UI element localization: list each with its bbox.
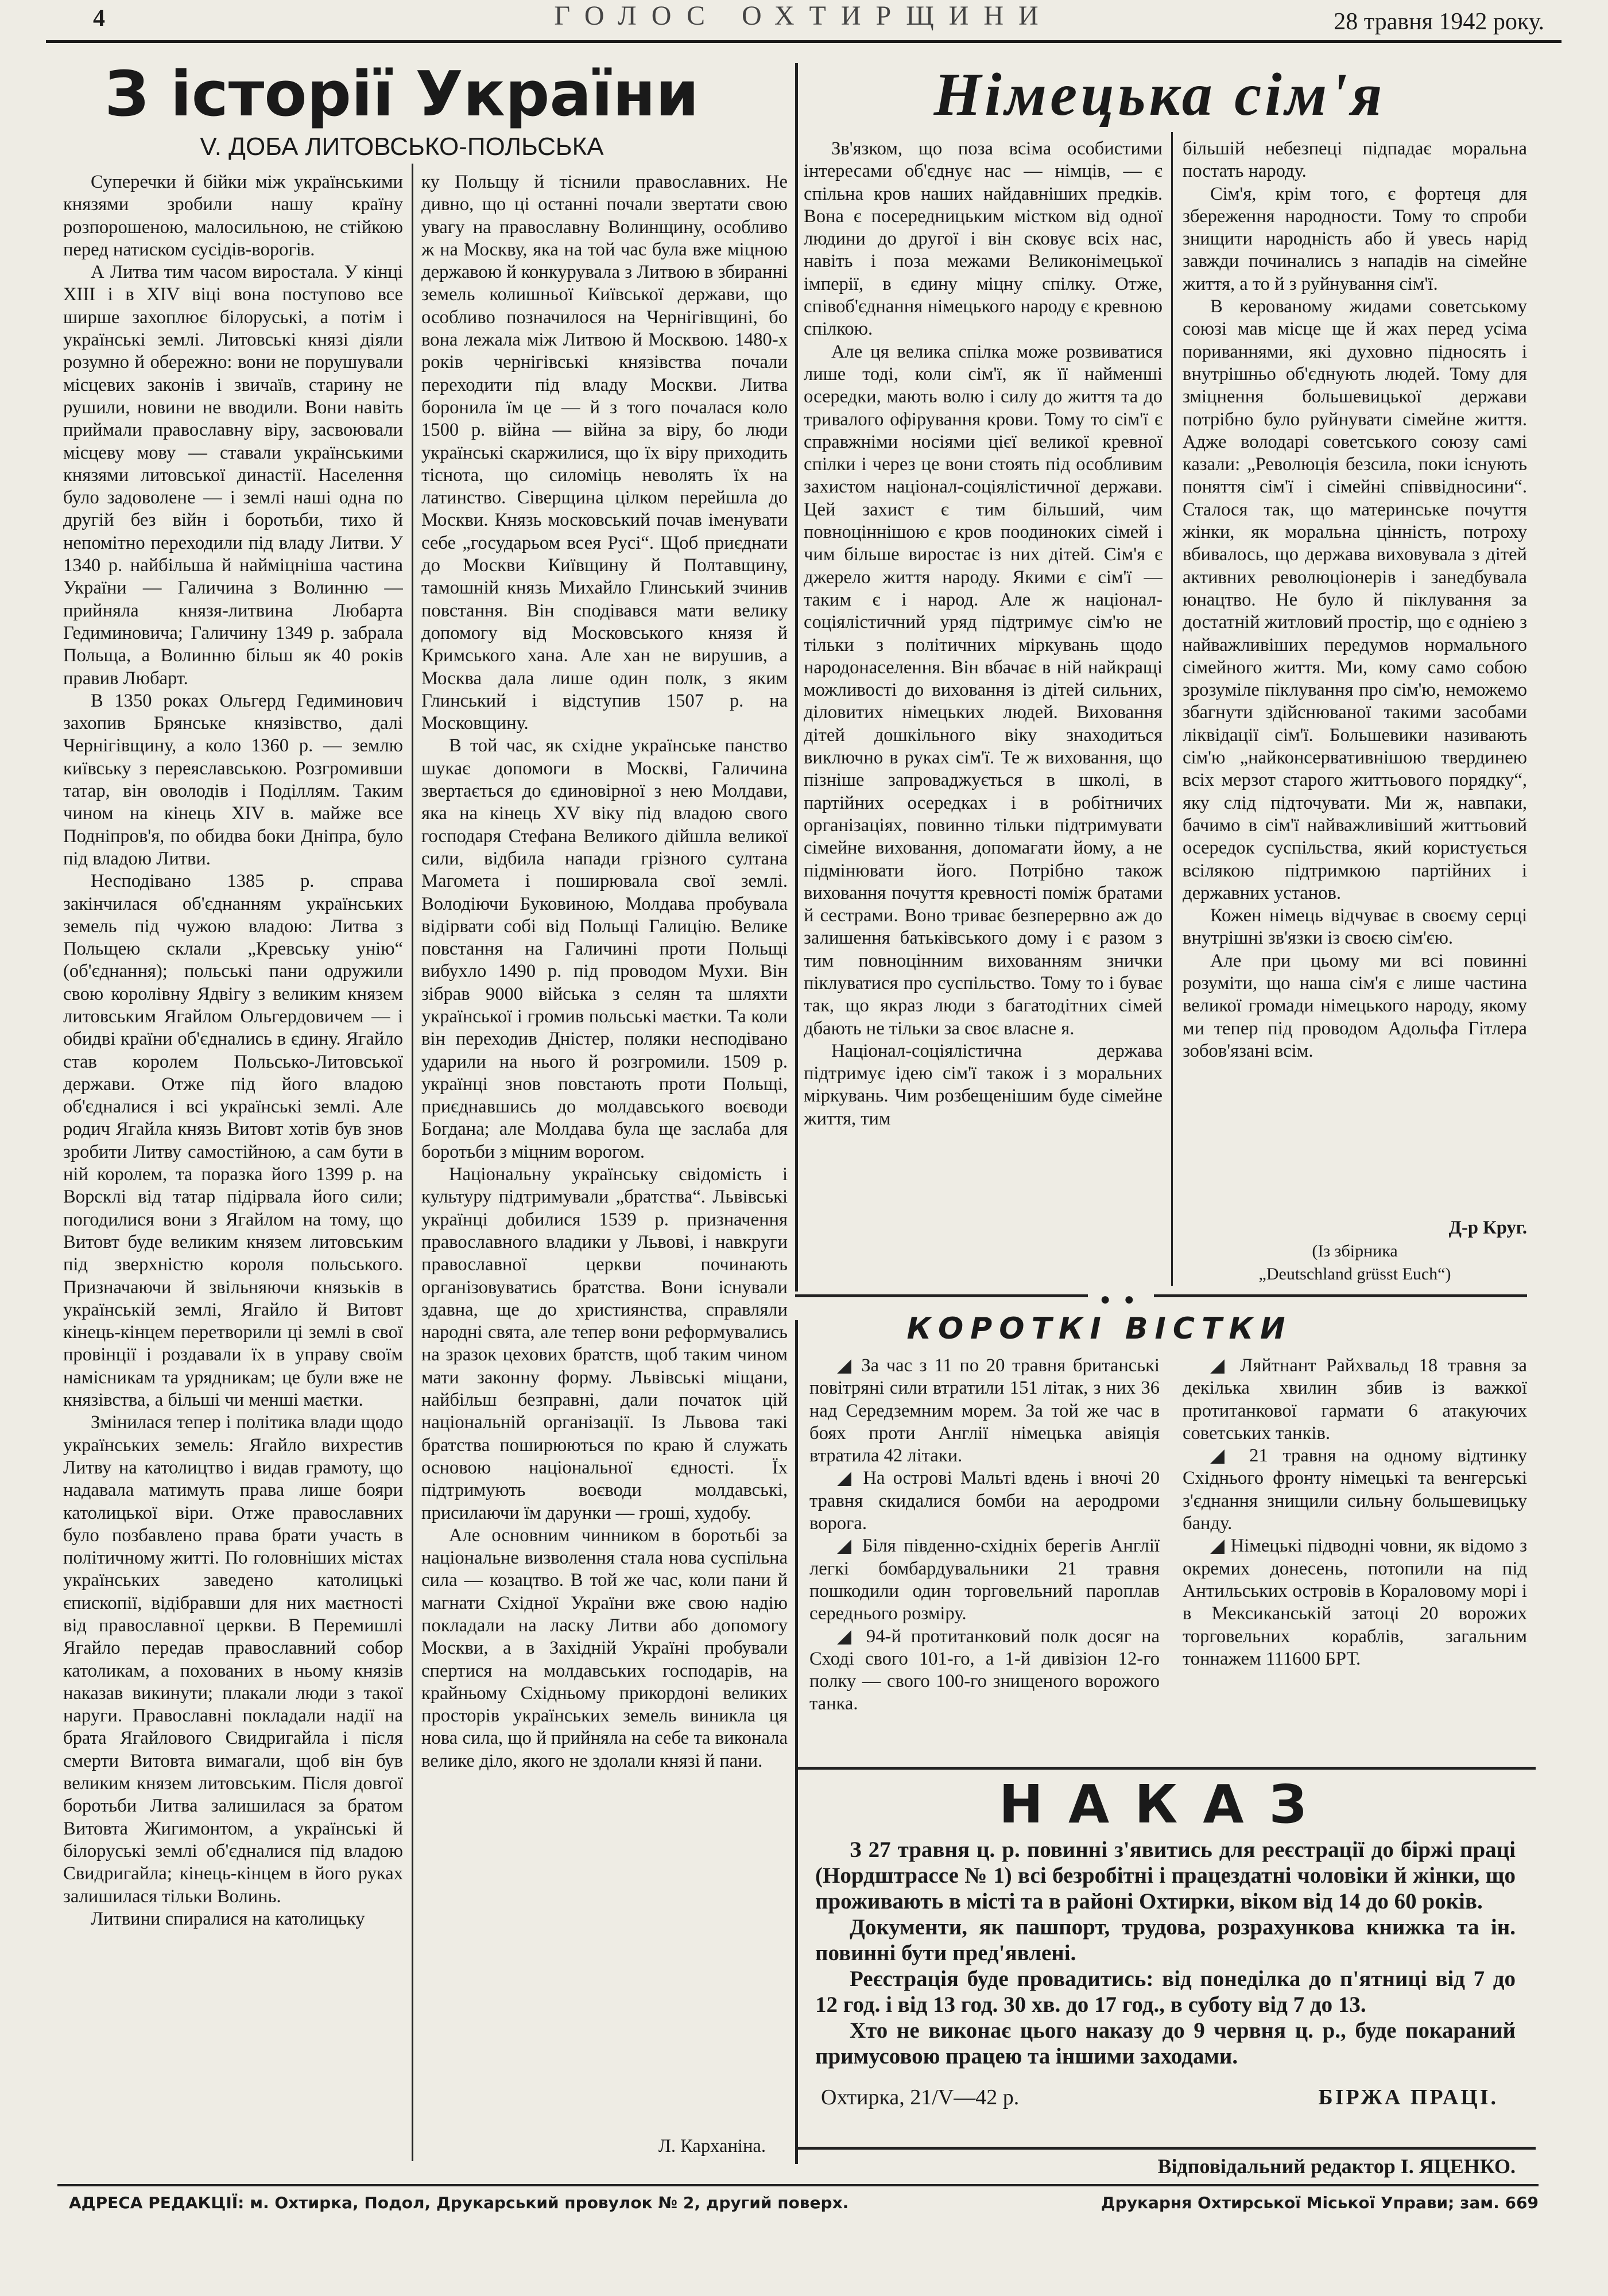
bullet-icon: ◢	[837, 1355, 862, 1376]
family-paragraph: В керованому жидами советському союзі мав місце ще й жах перед усіма пориваннями, які духовно підносять і внутрішньо об'єднують людей. Тому для змiцнення большевицької держави потрібно було руйнувати сімейне життя. Адже володарі советського союзу самі казали: „Революція безсила, поки існують поняття сім'ї і сімейні співвідносини“. Сталося так, що материнське почуття жінки, як моральна цінність, потроху вбивалось, що держава виховувала з дітей активних революціонерів і занедбувала юнацтво. Не було й піклування за достатній житловий простір, що є одніею з найважливіших передумов нормального сімейного життя. Ми, кому само собою зрозуміле піклування про сім'ю, неможемо збагнути здійснюваної такими засобами ліквідації сім'ї. Большевики називають сім'ю „найконсервативнішою твердинею всіх мерзот старого життьового порядку“, яку слід підточувати. Ми ж, навпаки, бачимо в сім'ї найважливіший життьовий осередок суспільства, який користується всілякою підтримкою партійних і державних установ.	[1183, 296, 1527, 903]
family-column-2	[1183, 138, 1527, 1217]
news-divider-dots: ● ●	[1100, 1290, 1139, 1309]
rule-footer	[57, 2184, 1539, 2186]
news-item: ◢ Ляйтнант Райхвальд 18 травня за декілька хвилин збив із важкої протитанкової гармати 6 атакуючих советських танків.	[1183, 1355, 1527, 1444]
history-paragraph: Національну українську свідомість і культуру підтримували „братства“. Львівські українці добилися 1539 р. призначення православного владики у Львові, і навкруги православної церкви починають організовуватись братства. Вони існували здавна, ще до християнства, справляли народні свята, але тепер вони реформувались на зразок цехових братств, щоб таким чином мати законну форму. Львівські міщани, найбільш безправні, дали початок цій національній організації. Із Львова такі братства поширюються по краю й служать основою національної єдності. Їх підтримують воєводи молдавські, присилаючи їм дарунки — гроші, худобу.	[421, 1164, 788, 1523]
column-divider-history	[412, 164, 413, 2161]
history-paragraph: ку Польщу й тіснили православних. Не дивно, що ці останні почали звертати свою увагу на православну Волинщину, особливо ж на Москву, яка на той час була вже міцною державою й конкурувала з Литвою в збиранні земель колишньої Київської держави, що особливо позначилося на Чернігівщині, бо вона лежала між Литвою й Москвою. 1480-х років чернігівські князівства почали переходити під владу Москви. Литва боронила їм це — й з того почалася коло 1500 р. війна — війна за віру, бо люди українські скаржилися, що їх віру приходить тіснота, що силоміць неволять їх на латинство. Сіверщина цілком перейшла до Москви. Князь московський почав іменувати себе „государьом всея Русі“. Щоб приєднати до Москви Київщину й Полтавщину, тамошній князь Михайло Глинський зчинив повстання. Він сподівався мати велику допомогу від Московського князя й Кримського хана. Але хан не вирушив, а Москва дала лише один полк, з яким Глинський і відступив 1507 р. на Московщину.	[421, 172, 788, 734]
bullet-icon: ◢	[1210, 1355, 1241, 1376]
history-paragraph: Але основним чинником в боротьбі за національне визволення стала нова суспільна сила — козацтво. В той же час, коли пани й магнати Східної України вже свою надію покладали на ласку Литви або допомогу Москви, а в Західній Україні пробували спертися на молдавських господарів, на крайньому Східньому прикордоні великих просторів українських земель виникла ця нова сила, що й прийняла на себе та виконала велике діло, якого не здолали князі й пани.	[421, 1525, 788, 1771]
responsible-editor: Відповідальний редактор І. ЯЦЕНКО.	[1157, 2155, 1516, 2178]
page-number: 4	[93, 5, 105, 32]
order-paragraph: Реєстрація буде провадитись: від понеділка до п'ятниці від 7 до 12 год. і від 13 год. 30 хв. до 17 год., в суботу від 7 до 13.	[815, 1967, 1516, 2017]
rule-order	[795, 1767, 1536, 1770]
history-signature: Л. Карханіна.	[658, 2136, 766, 2157]
news-item: ◢ 21 травня на одному відтинку Східнього фронту німецькі та венгерські з'єднання знищили сильну большевицьку банду.	[1183, 1445, 1527, 1534]
column-divider-main	[795, 63, 798, 1292]
bullet-icon: ◢	[1210, 1535, 1231, 1557]
order-paragraph: Хто не виконає цього наказу до 9 червня ц. р., буде покараний примусовою працею та іншими заходами.	[815, 2018, 1516, 2069]
family-author: Д-р Круг.	[1448, 1217, 1527, 1238]
printer-info: Друкарня Охтирської Міської Управи; зам. 669	[1101, 2193, 1539, 2212]
family-source-line2: „Deutschland grüsst Euch“)	[1258, 1265, 1451, 1283]
family-paragraph: Сім'я, крім того, є фортеця для збереження народности. Тому то спроби знищити народність або й увесь нарід завжди починались з нападів на сімейне життя, а то й з руйнування сім'ї.	[1183, 183, 1527, 294]
newspaper-name: ГОЛОС ОХТИРЩИНИ	[554, 1, 1053, 31]
bullet-icon: ◢	[837, 1626, 866, 1647]
history-column-1	[63, 171, 403, 2174]
news-item: ◢ На острові Мальті вдень і вночі 20 травня скидалися бомби на аеродроми ворога.	[809, 1468, 1160, 1534]
issue-date: 28 травня 1942 року.	[1334, 9, 1544, 35]
order-footer	[821, 2084, 1510, 2111]
news-item: ◢ За час з 11 по 20 травня британські повітряні сили втратили 151 літак, з них 36 над Середземним морем. За той же час в боях проти Англії німецька авіяція втратила 42 літаки.	[809, 1355, 1160, 1467]
news-item: ◢ 94-й протитанковий полк досяг на Сході свого 101-го, а 1-й дивізіон 12-го полку — свого 100-го знищеного ворожого танка.	[809, 1626, 1160, 1715]
history-paragraph: Литвини спиралися на католицьку	[91, 1908, 365, 1929]
bullet-icon: ◢	[837, 1468, 863, 1489]
history-paragraph: Суперечки й бійки між українськими князями зробили нашу країну розпорошеною, малосильною, не стійкою перед натиском сусідів-ворогів.	[63, 172, 403, 260]
family-paragraph: Націонал-соціялістична держава підтримує ідею сім'ї також і з моральних міркувань. Чим розбещенішим буде сімейне життя, тим	[804, 1040, 1163, 1129]
order-body	[815, 1837, 1516, 2069]
history-title: З історії України	[104, 59, 699, 130]
news-column-2	[1183, 1355, 1527, 1756]
family-source-line1: (Із збірника	[1312, 1242, 1398, 1261]
column-divider-main-lower	[795, 1320, 798, 2164]
editorial-address: АДРЕСА РЕДАКЦІЇ: м. Охтирка, Подол, Друкарський провулок № 2, другий поверх.	[69, 2193, 849, 2212]
news-column-1	[809, 1355, 1160, 1756]
history-paragraph: В той час, як східне українське панство шукає допомоги в Москві, Галичина звертається до єдиновірної з нею Молдави, яка на кінець XV віку під владою свого господаря Стефана Великого дійшла великої сили, відбила напади грізного султана Магомета і поширювала свої землі. Володіючи Буковиною, Молдава пробувала відірвати собі від Польщі Галицію. Велике повстання на Галичині проти Польщі вибухло 1490 р. під проводом Мухи. Він зібрав 9000 війська з селян та шляхти української і громив польські маєтки. Та коли він переходив Дністер, поляки несподівано ударили на нього й розгромили. 1509 р. українці знов повстають проти Польщі, приєднавшись до молдавського воєводи Богдана; але Молдава була ще заслаба для боротьби з міцним ворогом.	[421, 735, 788, 1162]
history-paragraph: В 1350 роках Ольгерд Гедиминович захопив Брянське князівство, далі Чернігівщину, а коло 1360 р. — землю київську з переяславською. Розгромивши татар, він оволодів і Поділлям. Таким чином на кінець XIV в. майже все Подніпров'я, по обидва боки Дніпра, було під владою Литви.	[63, 690, 403, 869]
news-item: ◢ Біля південно-східніх берегів Англії легкі бомбардувальники 21 травня пошкодили один торговельний пароплав середнього розміру.	[809, 1535, 1160, 1624]
rule-news-right	[1154, 1294, 1527, 1297]
bullet-icon: ◢	[837, 1535, 862, 1557]
rule-editor	[795, 2147, 1536, 2150]
family-column-1	[804, 138, 1163, 1286]
family-paragraph: Кожен німець відчуває в своєму серці внутрішні зв'язки із своєю сім'єю.	[1183, 905, 1527, 949]
history-subtitle: V. ДОБА ЛИТОВСЬКО-ПОЛЬСЬКА	[200, 133, 604, 161]
family-paragraph: Зв'язком, що поза всіма особистими інтересами об'єднує нас — німців, — є спільна кров наших найдавніших предків. Вона є посередницьким містком від одної людини до другої і він сковує всіх нас, навіть і поза межами Великонімецької імперії, в єдину міцну спілку. Отже, співоб'єднання німецького народу є кревною спілкою.	[804, 138, 1163, 340]
family-paragraph: більшій небезпеці підпадає моральна постать народу.	[1183, 138, 1527, 182]
masthead	[46, 0, 1561, 43]
column-divider-family	[1171, 132, 1173, 1286]
history-paragraph: Змінилася тепер і політика влади щодо українських земель: Ягайло вихрестив Литву на католицтво і видав грамоту, що надавала матимуть права лише бояри католицької віри. Отже православних було позбавлено права брати участь в політичному житті. По головніших містах українських заведено католицькі єпископії, відібравши для них маєтності від православної церкви. В Перемишлі Ягайло передав православний собор католикам, а похованих в ньому князів наказав викинути; плакали люди з такої наруги. Православні покладали надії на брата Ягайлового Свидригайла і після смерти Витовта вимагали, щоб він був великим князем литовським. Після довгої боротьби Литва залишилася за братом Витовта Жигимонтом, а українські й білоруські землі об'єдналися під владою Свидригайла; кінець-кінцем в його руках залишилася тільки Волинь.	[63, 1412, 403, 1907]
family-source	[1183, 1240, 1527, 1286]
history-paragraph: А Литва тим часом виростала. У кінці XIII і в XIV віці вона поступово все ширше захоплює білоруські, а потім і українські землі. Литовські князі діяли розумно й обережно: вони не порушували місцевих законів і звичаїв, старину не рушили, новини не вводили. Вони навіть приймали православну віру, засвоювали місцеву мову — ставали українськими князями литовської династії. Населення було задоволене — і землі наші одна по другій без війн і боротьби, тихо й непомітно переходили під владу Литви. У 1340 р. найбільша й найміцніша частина України — Галичина з Волинню — прийняла князя-литвина Любарта Гедиминовича; Галичину 1349 р. забрала Польща, а Волинню більш як 40 років правив Любарт.	[63, 262, 403, 689]
news-title: КОРОТКІ ВІСТКИ	[906, 1312, 1292, 1346]
family-paragraph: Але ця велика спілка може розвиватися лише тоді, коли сім'ї, як її найменші осередки, мають волю і силу до життя та до тривалого офірування крови. Тому то сім'ї є справжніми носіями цієї великої кревної спілки і через це вони стоять під особливим захистом націонал-соціялістичної держави. Цей захист є тим більший, чим повноціннішою є кров поодиноких сімей і чим більше виростає із них дітей. Сім'я є джерело життя народу. Якими є сім'ї — таким є і народ. Але ж націонал-соціялістичний уряд підтримує сім'ю не тільки з політичних міркувань щодо народонаселення. Він вбачає в ній найкращі можливості до виховання із дітей сильних, діловитих німецьких людей. Виховання дітей дошкільного віку знаходиться виключно в руках сім'ї. Те ж виховання, що пізніше запроваджується в школі, в партійних осередках і в робітничих організаціях, повинно тільки підтримувати сімейне виховання, допомагати йому, а не підмінювати його. Потрібно також виховання почуття кревності поміж братами й сестрами. Воно триває безперервно аж до залишення батьківського дому і є разом з тим повноцінним вихованням знички піклуватися про суспільство. Тому то і буває так, що якраз люди з багатодітних сімей дбають не тільки за своє власне я.	[804, 341, 1163, 1039]
history-paragraph: Несподівано 1385 р. справа закінчилася об'єднанням українських земель під чужою владою: Литва з Польщею склали „Кревську унію“ (об'єднання); польські пани одружили свою королівну Ядвігу з великим князем литовським Ягайлом Ольгердовичем — і обидві країни об'єднались в єдину. Ягайло став королем Польсько-Литовської держави. Отже під його владою об'єдналися і всі українські землі. Але родич Ягайла князь Витовт хотів був знов зробити Литву самостійною, а сам бути в ній королем, та поразка його 1399 р. на Ворсклі від татар підірвала його сили; погодилися вони з Ягайлом на тому, що Витовт буде великим князем литовським під зверхністю короля польського. Призначаючи й звільняючи князьків в українській землі, Ягайло й Витовт кінець-кінцем перетворили ці землі в свої провінції і роздавали їх в управу своїм намісникам та урядникам; це були вже не князівства, а більші чи менші маєтки.	[63, 871, 403, 1411]
rule-news-left	[795, 1294, 1088, 1297]
family-paragraph: Але при цьому ми всі повинні розуміти, що наша сім'я є лише частина великої громади німецького народу, якому ми тепер під проводом Адольфа Гітлера зобов'язані всім.	[1183, 950, 1527, 1061]
order-paragraph: Документи, як пашпорт, трудова, розрахункова книжка та ін. повинні бути пред'явлені.	[815, 1915, 1516, 1965]
family-title: Німецька сім'я	[933, 61, 1386, 128]
history-column-2	[421, 171, 788, 2134]
order-place-date: Охтирка, 21/V—42 р.	[821, 2085, 1020, 2109]
order-title: НАКАЗ	[999, 1774, 1332, 1835]
order-issuer: БІРЖА ПРАЦІ.	[1318, 2085, 1498, 2109]
bullet-icon: ◢	[1210, 1445, 1250, 1467]
order-paragraph: З 27 травня ц. р. повинні з'явитись для реєстрації до біржі праці (Нордштрассе № 1) всі безробітні і працездатні чоловіки й жінки, що проживають в місті та в районі Охтирки, віком від 14 до 60 років.	[815, 1837, 1516, 1914]
news-item: ◢ Німецькі підводні човни, як відомо з окремих донесень, потопили на під Антильських островів в Кораловому морі і в Мексиканській затоці 20 ворожих торговельних кораблів, загальним тоннажем 111600 БРТ.	[1183, 1535, 1527, 1669]
